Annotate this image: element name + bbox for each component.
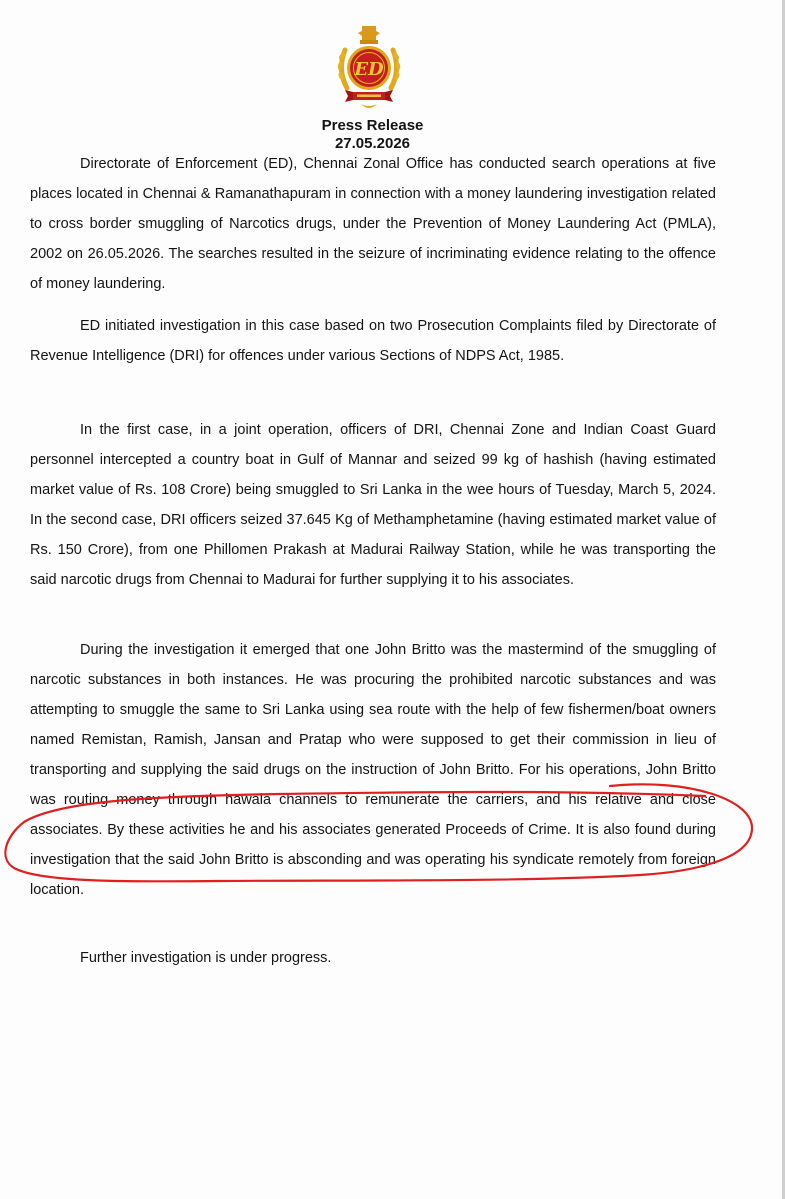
paragraph-further-investigation: Further investigation is under progress. — [80, 950, 332, 966]
enforcement-directorate-emblem-icon — [331, 22, 407, 114]
paragraph-mastermind-findings: During the investigation it emerged that one John Britto was the mastermind of the smuggling of narcotic substances in both instances. He was procuring the prohibited narcotic substances and was attempting to smuggle the same to Sri Lanka using sea route with the help of few fishermen/boat owners named Remistan, Ramish, Jansan and Pratap who were supposed to get their commission in lieu of transporting and supplying the said drugs on the instruction of John Britto. For his operations, John Britto was routing money through hawala channels to remunerate the carriers, and his relative and close associates. By these activities he and his associates generated Proceeds of Crime. It is also found during investigation that the said John Britto is absconding and was operating his syndicate remotely from foreign location. — [30, 642, 716, 898]
press-release-title: Press Release — [321, 117, 424, 134]
press-release-date: 27.05.2026 — [334, 135, 411, 152]
paragraph-seizure-cases: In the first case, in a joint operation, officers of DRI, Chennai Zone and Indian Coast Guard personnel intercepted a country boat in Gulf of Mannar and seized 99 kg of hashish (having estimated market value of Rs. 108 Crore) being smuggled to Sri Lanka in the wee hours of Tuesday, March 5, 2024. In the second case, DRI officers seized 37.645 Kg of Methamphetamine (having estimated market value of Rs. 150 Crore), from one Phillomen Prakash at Madurai Railway Station, while he was transporting the said narcotic drugs from Chennai to Madurai for further supplying it to his associates. — [30, 422, 716, 588]
paragraph-search-operations: Directorate of Enforcement (ED), Chennai Zonal Office has conducted search operations at five places located in Chennai & Ramanathapuram in connection with a money laundering investigation related to cross border smuggling of Narcotics drugs, under the Prevention of Money Laundering Act (PMLA), 2002 on 26.05.2026. The searches resulted in the seizure of incriminating evidence relating to the offence of money laundering. — [30, 156, 716, 292]
svg-text:ED: ED — [354, 59, 384, 80]
paragraph-investigation-basis: ED initiated investigation in this case based on two Prosecution Complaints filed by Directorate of Revenue Intelligence (DRI) for offences under various Sections of NDPS Act, 1985. — [30, 318, 716, 364]
